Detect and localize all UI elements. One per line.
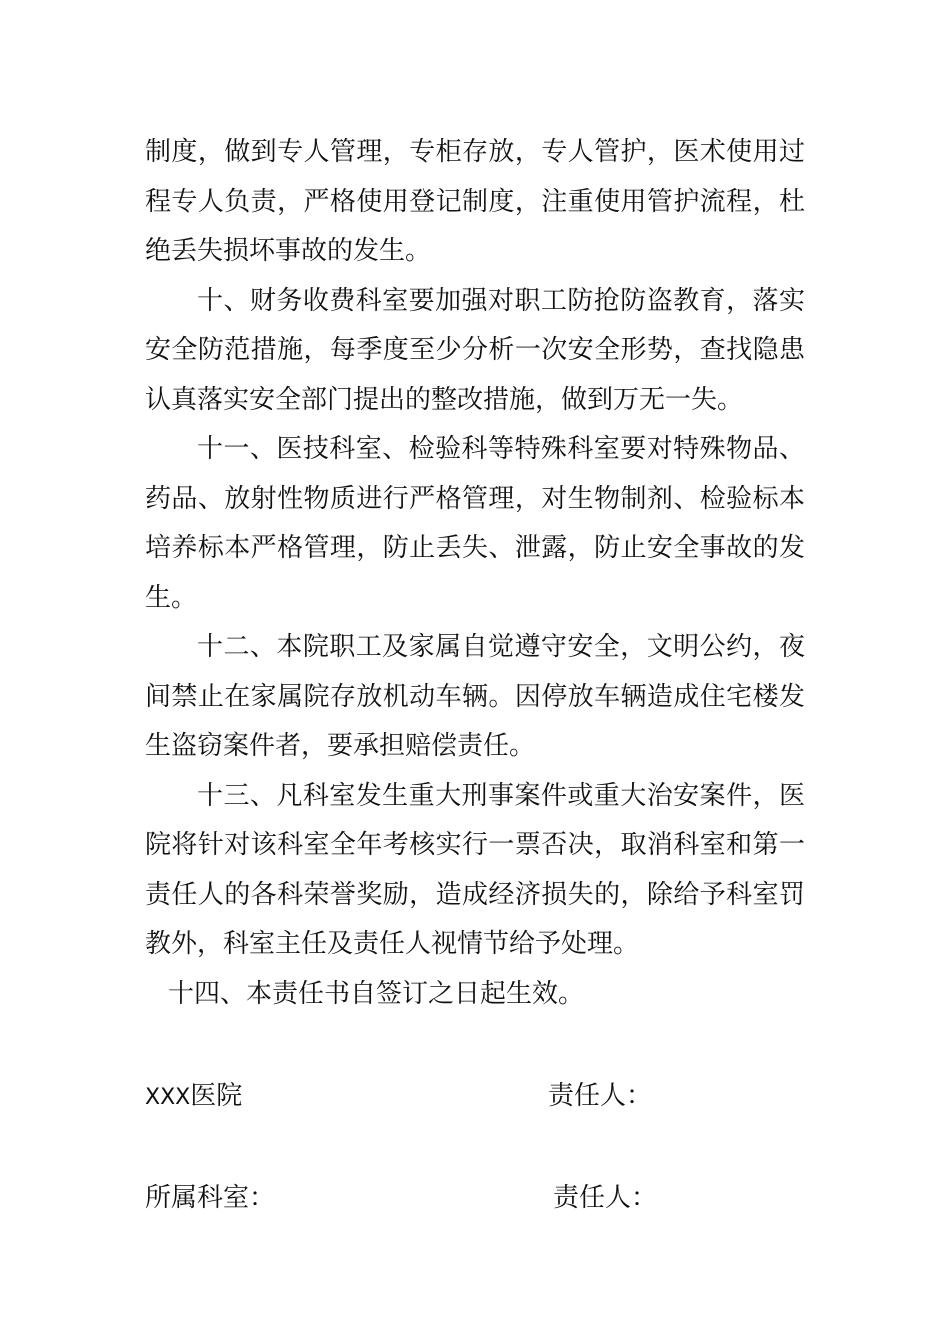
- text-line: 院将针对该科室全年考核实行一票否决，取消科室和第一: [145, 830, 805, 860]
- paragraph: [145, 970, 805, 1020]
- text-line: 程专人负责，严格使用登记制度，注重使用管护流程，杜: [145, 186, 805, 217]
- paragraph: [145, 623, 805, 772]
- text-line: 十二、本院职工及家属自觉遵守安全，文明公约，夜: [197, 632, 805, 662]
- text-line: 培养标本严格管理，防止丢失、泄露，防止安全事故的发: [145, 533, 805, 563]
- text-line: 药品、放射性物质进行严格管理，对生物制剂、检验标本: [145, 483, 805, 514]
- paragraph: [145, 772, 805, 970]
- paragraph: [145, 277, 805, 426]
- text-line: 十、财务收费科室要加强对职工防抢防盗教育，落实: [197, 285, 805, 316]
- text-line: 绝丢失损坏事故的发生。: [145, 236, 432, 266]
- text-line: 间禁止在家属院存放机动车辆。因停放车辆造成住宅楼发: [145, 681, 805, 712]
- paragraph: [145, 425, 805, 623]
- text-line: 十一、医技科室、检验科等特殊科室要对特殊物品、: [197, 434, 805, 464]
- hospital-name-prefix: XXX: [145, 1085, 191, 1110]
- department-label: 所属科室：: [145, 1183, 276, 1213]
- text-line: 制度，做到专人管理，专柜存放，专人管护，医术使用过: [145, 137, 805, 167]
- hospital-name-suffix: 医院: [190, 1081, 243, 1111]
- text-line: 十三、凡科室发生重大刑事案件或重大治安案件，医: [197, 780, 805, 811]
- text-line: 认真落实安全部门提出的整改措施，做到万无一失。: [145, 384, 744, 415]
- text-line: 教外，科室主任及责任人视情节给予处理。: [145, 929, 640, 959]
- document-body: [145, 128, 805, 1019]
- text-line: 安全防范措施，每季度至少分析一次安全形势，查找隐患: [145, 335, 805, 365]
- text-line: 生。: [145, 582, 198, 613]
- text-line: 十四、本责任书自签订之日起生效。: [168, 978, 585, 1009]
- text-line: 生盗窃案件者，要承担赔偿责任。: [145, 731, 536, 761]
- text-line: 责任人的各科荣誉奖励，造成经济损失的，除给予科室罚: [145, 879, 805, 910]
- hospital-name: [145, 1076, 242, 1118]
- responsible-person-label: 责任人：: [553, 1183, 658, 1213]
- responsible-person-label: 责任人：: [548, 1081, 653, 1111]
- paragraph: [145, 128, 805, 277]
